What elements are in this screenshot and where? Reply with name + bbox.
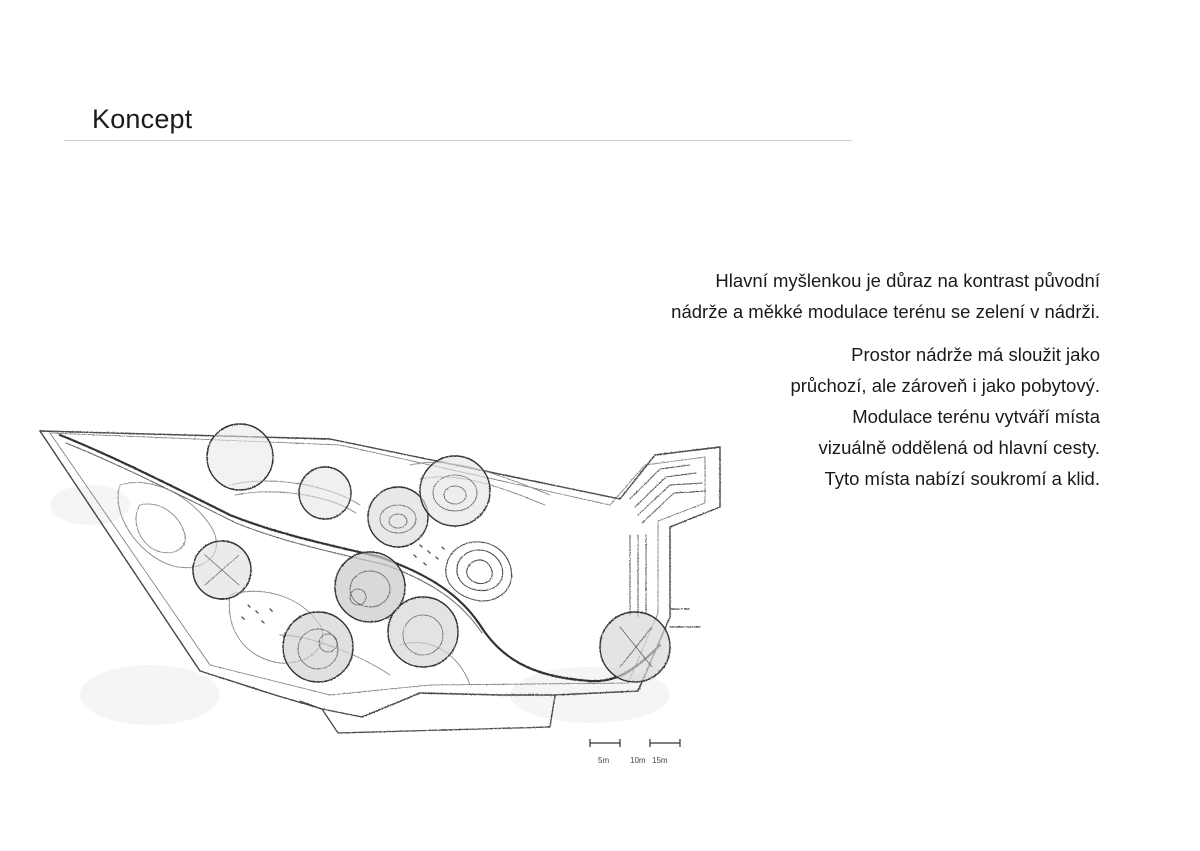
- page-title: Koncept: [92, 104, 193, 134]
- text-line: vizuálně oddělená od hlavní cesty.: [818, 437, 1100, 458]
- edge-ticks: [670, 609, 700, 627]
- text-line: průchozí, ale zároveň i jako pobytový.: [790, 375, 1100, 396]
- text-line: Tyto místa nabízí soukromí a klid.: [824, 468, 1100, 489]
- concept-sketch: [30, 395, 740, 770]
- teardrop-island: [446, 542, 512, 601]
- paragraph-intro: [540, 265, 1100, 327]
- tree-canopy: [299, 467, 351, 519]
- tree-canopy: [388, 597, 458, 667]
- scale-label: 15m: [652, 756, 668, 765]
- text-line: Hlavní myšlenkou je důraz na kontrast původní: [715, 270, 1100, 291]
- title-divider: [64, 140, 852, 141]
- stepped-edge: [630, 465, 706, 617]
- scale-bar: [590, 739, 680, 747]
- scale-label: 5m: [598, 756, 610, 765]
- tree-canopy: [600, 612, 670, 682]
- site-plan-sketch: [30, 395, 740, 770]
- tree-canopy: [207, 424, 273, 490]
- text-line: Modulace terénu vytváří místa: [852, 406, 1100, 427]
- tree-canopy: [420, 456, 490, 526]
- text-line: nádrže a měkké modulace terénu se zelení v nádrži.: [671, 301, 1100, 322]
- tree-canopy: [283, 612, 353, 682]
- text-line: Prostor nádrže má sloužit jako: [851, 344, 1100, 365]
- scale-label: 10m: [630, 756, 646, 765]
- tree-canopy: [368, 487, 428, 547]
